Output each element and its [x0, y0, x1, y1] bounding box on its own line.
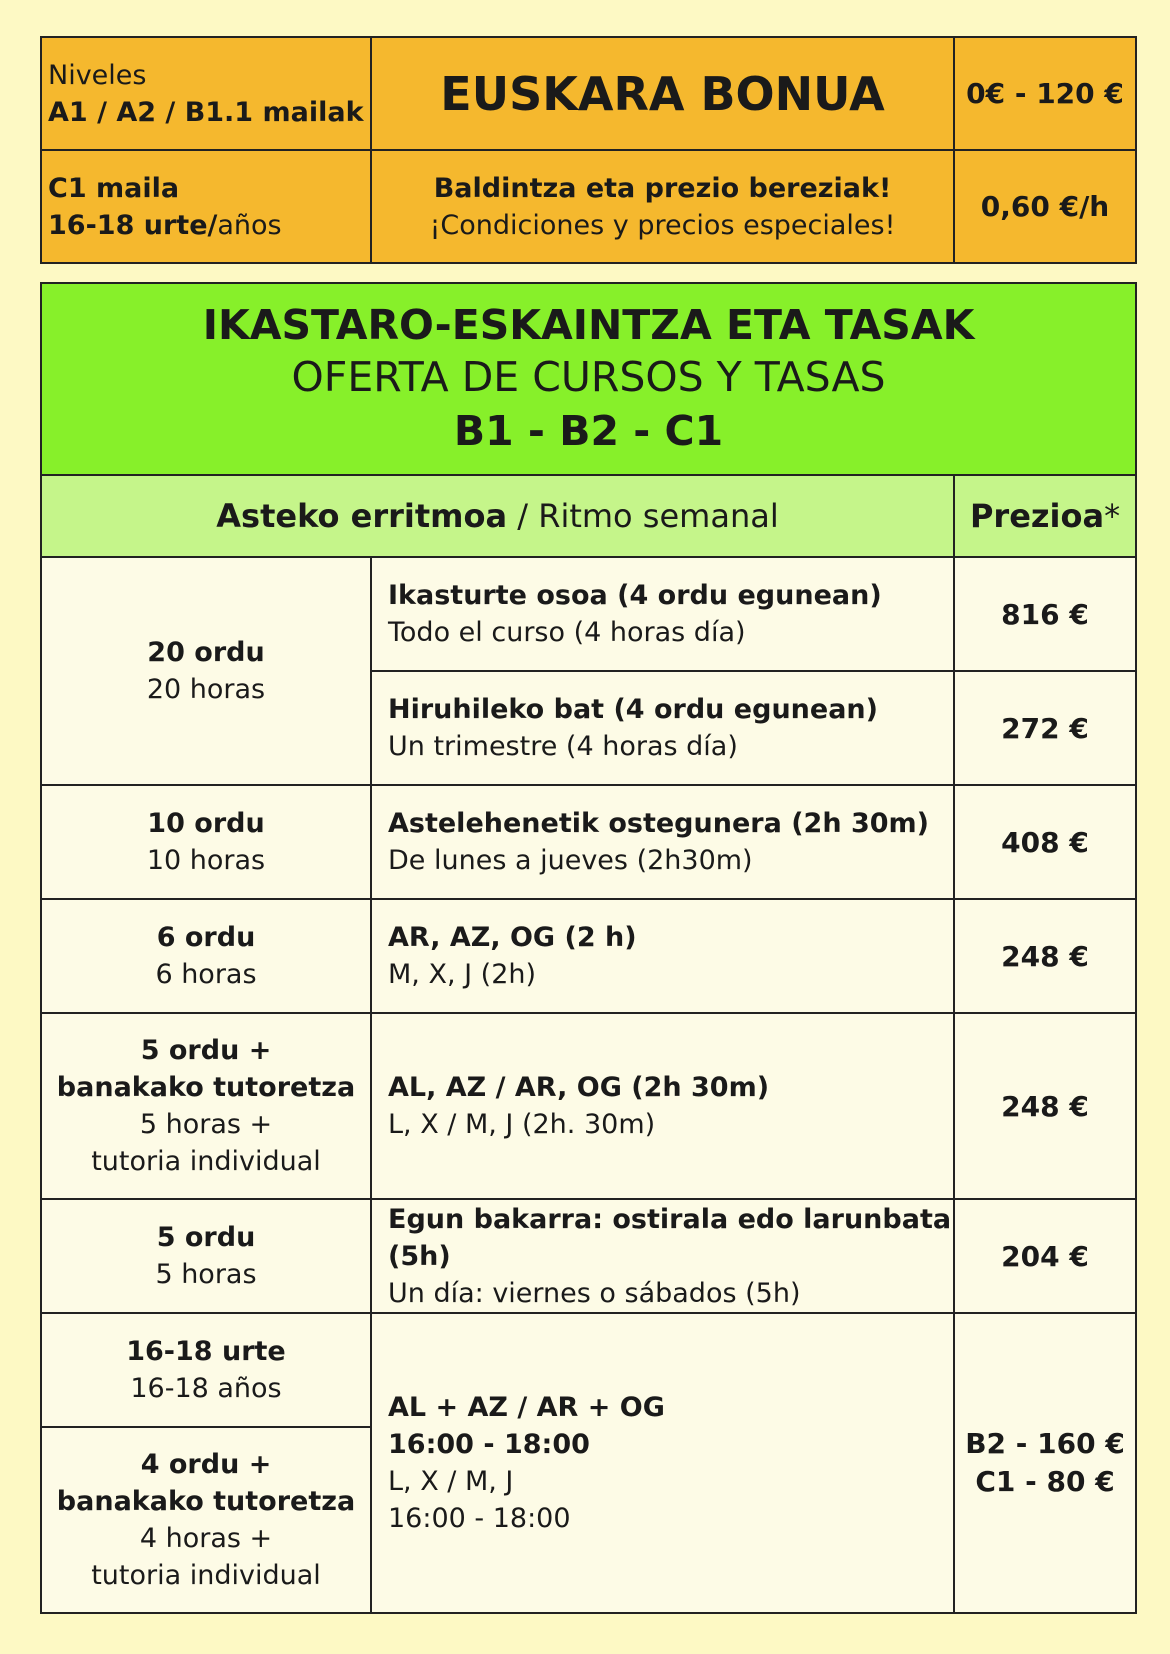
offer-title-es: OFERTA DE CURSOS Y TASAS — [291, 353, 886, 401]
desc-es: Todo el curso (4 horas día) — [388, 617, 746, 648]
desc-eu: AL + AZ / AR + OG — [388, 1392, 665, 1423]
price-cell — [954, 1313, 1136, 1613]
desc-cell — [371, 785, 954, 899]
table-row — [41, 899, 1136, 1013]
desc-eu: Hiruhileko bat (4 ordu egunean) — [388, 694, 878, 725]
desc-eu: Egun bakarra: ostirala edo larunbata (5h) — [388, 1203, 952, 1272]
offer-title-eu: IKASTARO-ESKAINTZA ETA TASAK — [202, 301, 975, 349]
col-price-header — [954, 475, 1136, 557]
hours-eu: 5 ordu — [156, 1222, 256, 1253]
hours-eu: 10 ordu — [147, 808, 265, 839]
table-row — [41, 1313, 1136, 1427]
price-cell: 816 € — [954, 557, 1136, 671]
col-rhythm-header — [41, 475, 954, 557]
price-b2: B2 - 160 € — [965, 1427, 1125, 1460]
hours-cell — [41, 1427, 371, 1613]
hours-eu-tutor: banakako tutoretza — [56, 1486, 356, 1517]
bonus-c1-cell — [41, 150, 371, 263]
hours-es-tutor: tutoria individual — [91, 1146, 321, 1177]
bonus-levels-eu: A1 / A2 / B1.1 mailak — [48, 96, 364, 128]
hours-es-tutor: tutoria individual — [91, 1560, 321, 1591]
hours-cell — [41, 785, 371, 899]
desc-es: Un trimestre (4 horas día) — [388, 731, 738, 762]
table-row — [41, 1199, 1136, 1313]
bonus-levels-cell — [41, 37, 371, 150]
hours-eu-tutor: banakako tutoretza — [56, 1072, 356, 1103]
col-rhythm-es: Ritmo semanal — [538, 497, 779, 535]
desc-es: De lunes a jueves (2h30m) — [388, 845, 753, 876]
bonus-levels-es: Niveles — [48, 59, 147, 91]
desc-es-time: 16:00 - 18:00 — [388, 1503, 571, 1534]
bonus-title: EUSKARA BONUA — [371, 37, 954, 150]
desc-eu: AR, AZ, OG (2 h) — [388, 922, 637, 953]
offer-levels: B1 - B2 - C1 — [453, 407, 724, 455]
hours-eu: 20 ordu — [147, 637, 265, 668]
col-rhythm-sep: / — [507, 497, 539, 535]
col-price-label: Prezioa — [969, 497, 1105, 535]
price-cell: 248 € — [954, 899, 1136, 1013]
bonus-price: 0€ - 120 € — [954, 37, 1136, 150]
hours-es: 16-18 años — [130, 1373, 282, 1404]
desc-cell — [371, 899, 954, 1013]
offer-table — [40, 282, 1137, 1614]
bonus-special-cell — [371, 150, 954, 263]
hours-eu: 16-18 urte — [126, 1336, 286, 1367]
desc-cell — [371, 1013, 954, 1199]
hours-eu: 6 ordu — [156, 922, 256, 953]
col-rhythm-eu: Asteko erritmoa — [216, 497, 508, 535]
desc-eu: Ikasturte osoa (4 ordu egunean) — [388, 580, 882, 611]
hours-es: 5 horas + — [139, 1109, 273, 1140]
bonus-age-es: años — [217, 209, 282, 241]
hours-es: 20 horas — [146, 674, 266, 705]
desc-es: L, X / M, J (2h. 30m) — [388, 1109, 656, 1140]
desc-eu: AL, AZ / AR, OG (2h 30m) — [388, 1072, 770, 1103]
desc-eu-time: 16:00 - 18:00 — [388, 1429, 590, 1460]
hours-cell — [41, 1199, 371, 1313]
hours-cell — [41, 899, 371, 1013]
bonus-age-eu: 16-18 urte/ — [48, 209, 218, 241]
hours-es: 10 horas — [146, 845, 266, 876]
bonus-c1-label: C1 maila — [48, 172, 180, 204]
price-cell: 272 € — [954, 671, 1136, 785]
col-price-mark: * — [1104, 497, 1121, 535]
desc-es: M, X, J (2h) — [388, 959, 537, 990]
price-cell: 408 € — [954, 785, 1136, 899]
offer-header — [41, 283, 1136, 475]
table-row — [41, 1013, 1136, 1199]
desc-eu: Astelehenetik ostegunera (2h 30m) — [388, 808, 929, 839]
hours-es: 5 horas — [155, 1259, 257, 1290]
hours-eu: 4 ordu + — [140, 1449, 272, 1480]
desc-cell — [371, 671, 954, 785]
bonus-special-price: 0,60 €/h — [954, 150, 1136, 263]
price-cell: 204 € — [954, 1199, 1136, 1313]
bonus-special-es: ¡Condiciones y precios especiales! — [429, 209, 896, 241]
hours-cell — [41, 557, 371, 785]
desc-es: L, X / M, J — [388, 1466, 514, 1497]
table-row — [41, 557, 1136, 671]
desc-es: Un día: viernes o sábados (5h) — [388, 1277, 801, 1309]
bonus-special-eu: Baldintza eta prezio bereziak! — [433, 172, 892, 204]
price-c1: C1 - 80 € — [975, 1465, 1115, 1498]
desc-cell — [371, 1313, 954, 1613]
hours-es: 4 horas + — [139, 1523, 273, 1554]
desc-cell — [371, 557, 954, 671]
hours-cell — [41, 1313, 371, 1427]
price-cell: 248 € — [954, 1013, 1136, 1199]
bonus-table — [40, 36, 1137, 264]
hours-es: 6 horas — [155, 959, 257, 990]
hours-cell — [41, 1013, 371, 1199]
table-row — [41, 785, 1136, 899]
hours-eu: 5 ordu + — [140, 1035, 272, 1066]
desc-cell — [371, 1199, 954, 1313]
